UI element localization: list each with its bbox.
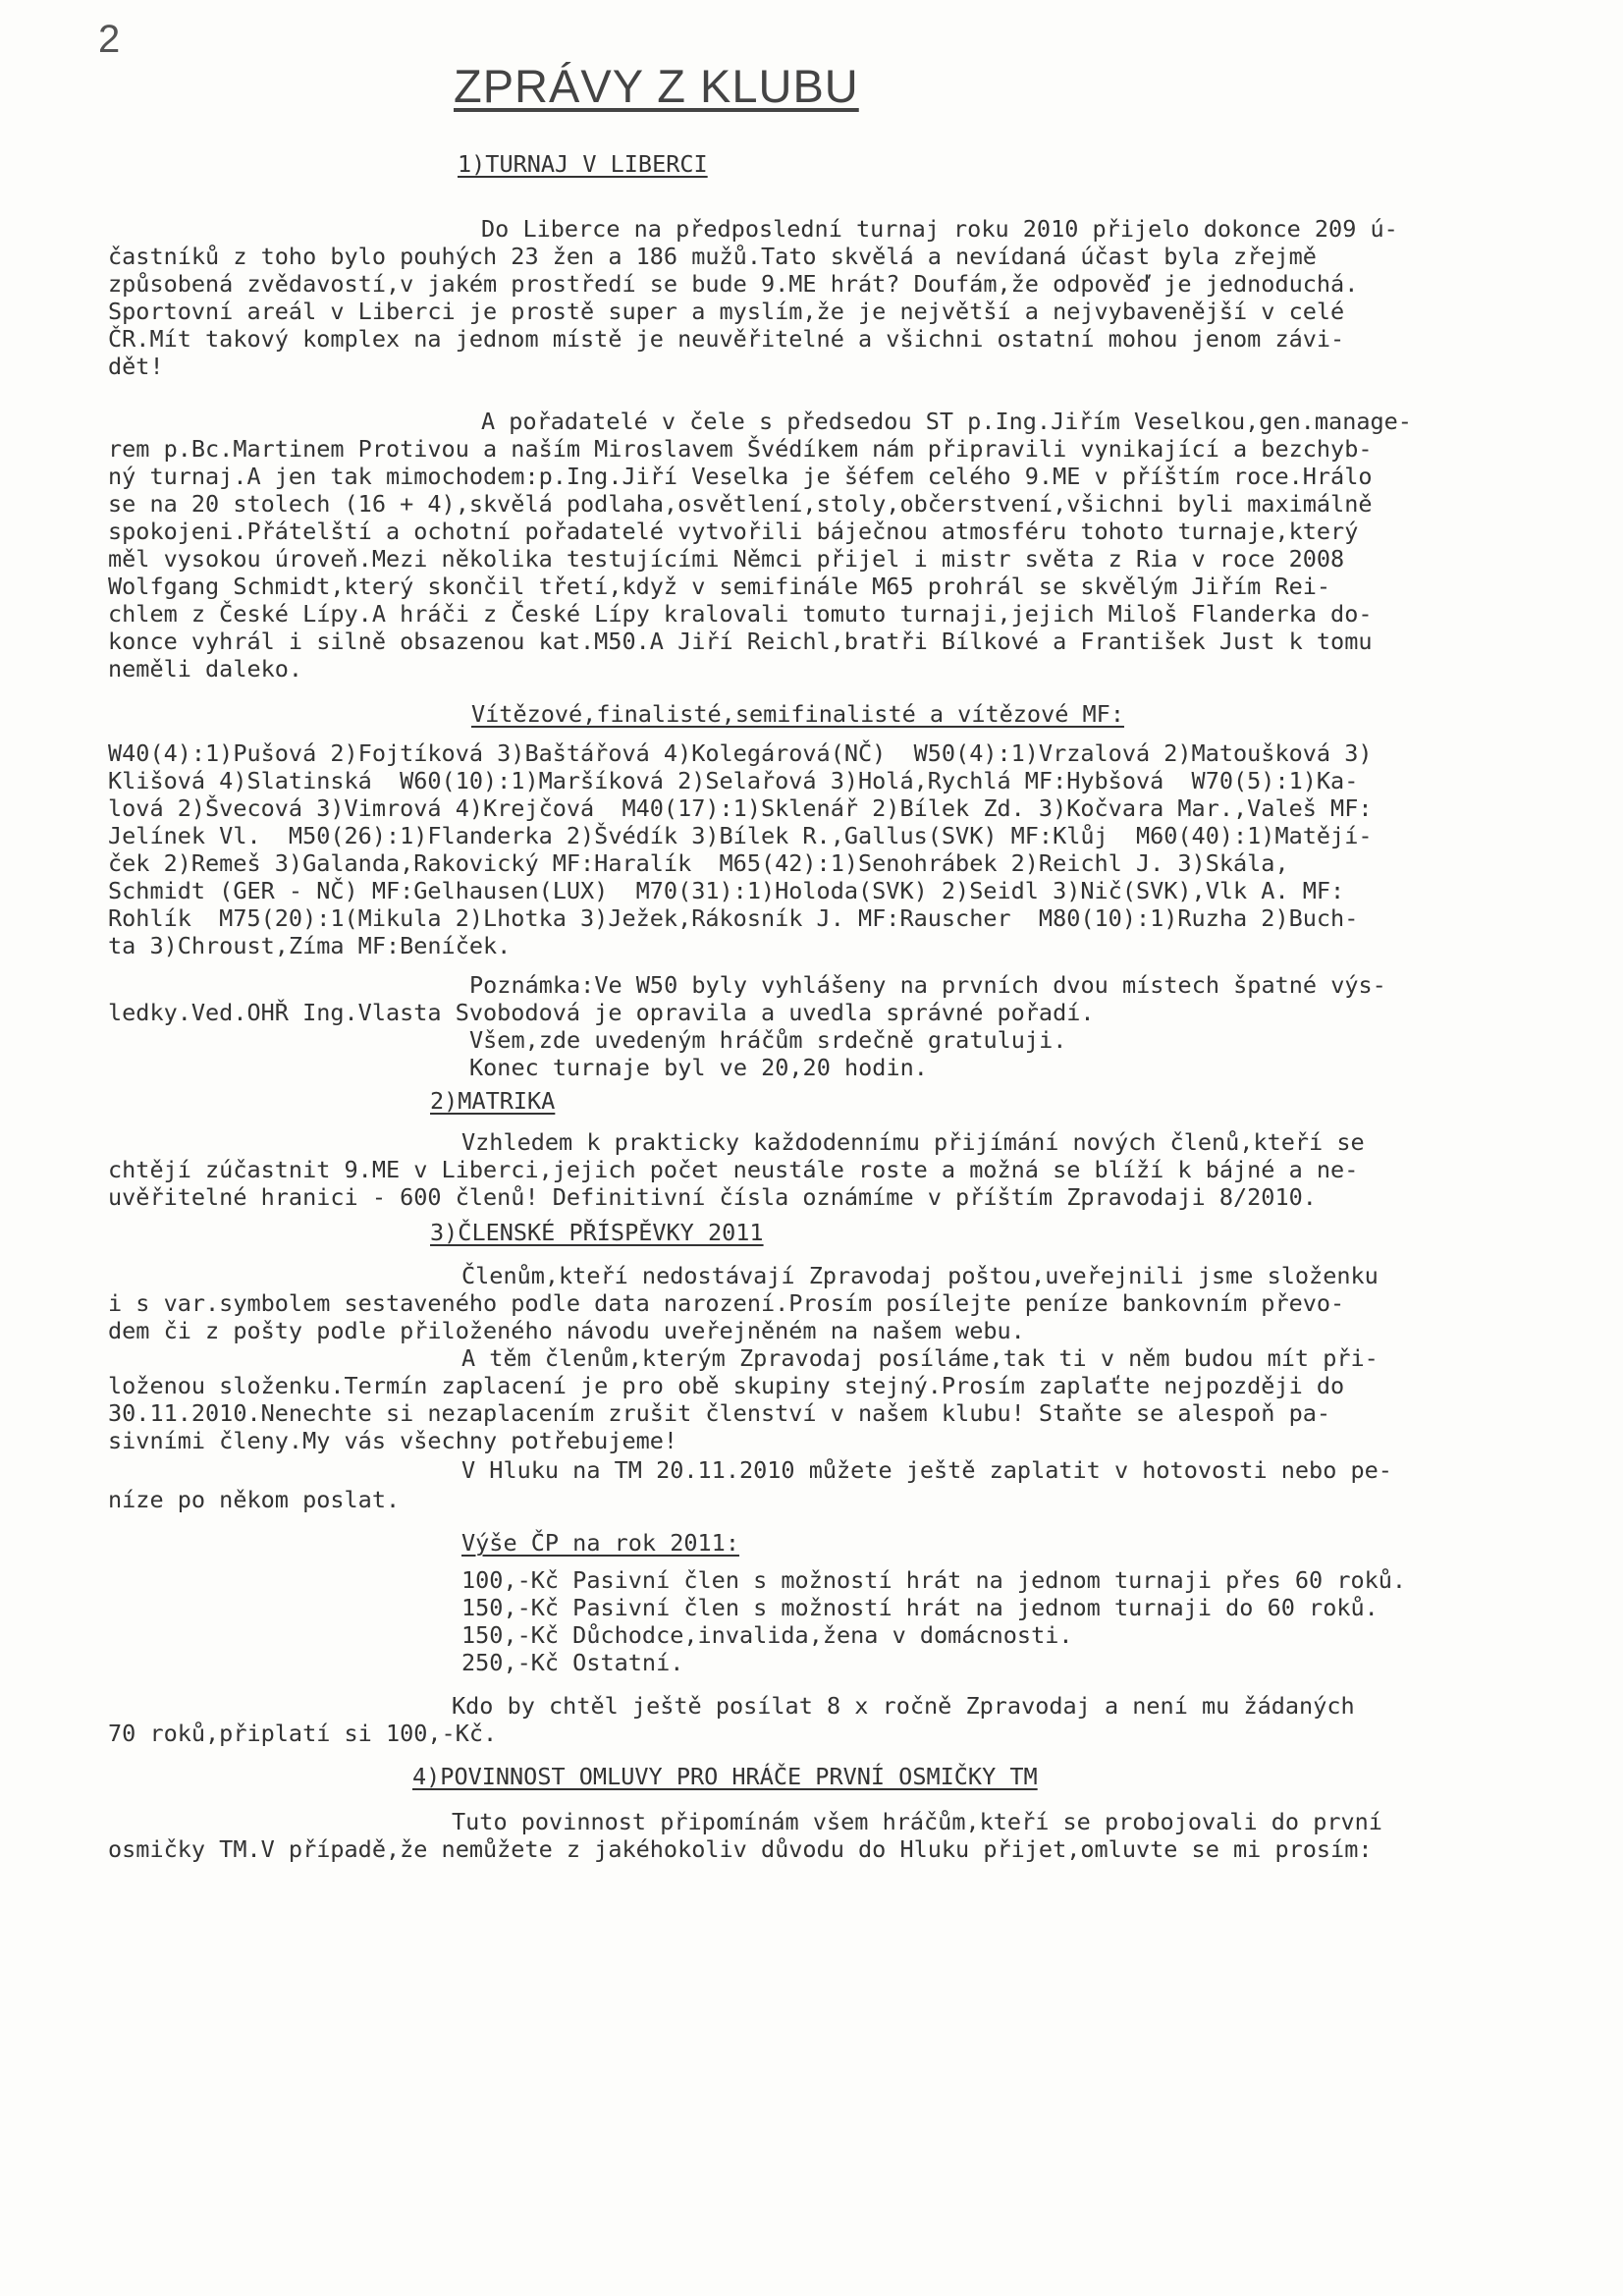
paragraph-line: A těm členům,kterým Zpravodaj posíláme,tak ti v něm budou mít při- bbox=[461, 1344, 1379, 1372]
paragraph-line: Do Liberce na předposlední turnaj roku 2010 přijelo dokonce 209 ú- bbox=[481, 215, 1398, 243]
paragraph-line: konce vyhrál i silně obsazenou kat.M50.A Jiří Reichl,bratři Bílkové a František Just k tomu bbox=[108, 628, 1373, 655]
paragraph-line: Členům,kteří nedostávají Zpravodaj poštou,uveřejnili jsme složenku bbox=[461, 1262, 1379, 1289]
page-number: 2 bbox=[98, 18, 121, 61]
paragraph-line: 30.11.2010.Nenechte si nezaplacením zrušit členství v našem klubu! Staňte se alespoň pa- bbox=[108, 1399, 1331, 1427]
paragraph-line: neměli daleko. bbox=[108, 655, 303, 683]
paragraph-line: osmičky TM.V případě,že nemůžete z jakéhokoliv důvodu do Hluku přijet,omluvte se mi prosím: bbox=[108, 1835, 1373, 1863]
paragraph-line: dem či z pošty podle přiloženého návodu uveřejněném na našem webu. bbox=[108, 1317, 1025, 1344]
paragraph-line: dět! bbox=[108, 353, 164, 380]
section-heading-povinnost: 4)POVINNOST OMLUVY PRO HRÁČE PRVNÍ OSMIČKY TM bbox=[412, 1763, 1038, 1790]
results-line: Jelínek Vl. M50(26):1)Flanderka 2)Švédík 3)Bílek R.,Gallus(SVK) MF:Klůj M60(40):1)Matějí- bbox=[108, 822, 1373, 849]
paragraph-line: měl vysokou úroveň.Mezi několika testujícími Němci přijel i mistr světa z Ria v roce 2008 bbox=[108, 545, 1345, 573]
paragraph-line: 70 roků,připlatí si 100,-Kč. bbox=[108, 1720, 498, 1747]
paragraph-line: chlem z České Lípy.A hráči z České Lípy kralovali tomuto turnaji,jejich Miloš Flanderka do- bbox=[108, 600, 1373, 628]
paragraph-line: ný turnaj.A jen tak mimochodem:p.Ing.Jiří Veselka je šéfem celého 9.ME v příštím roce.Hrálo bbox=[108, 463, 1373, 490]
results-line: ta 3)Chroust,Zíma MF:Beníček. bbox=[108, 932, 512, 959]
page-title: ZPRÁVY Z KLUBU bbox=[454, 60, 859, 112]
paragraph-line: se na 20 stolech (16 + 4),skvělá podlaha,osvětlení,stoly,občerstvení,všichni byli maximálně bbox=[108, 490, 1373, 518]
paragraph-line: A pořadatelé v čele s předsedou ST p.Ing.Jiřím Veselkou,gen.manage- bbox=[481, 408, 1412, 435]
results-line: Klišová 4)Slatinská W60(10):1)Maršíková 2)Selařová 3)Holá,Rychlá MF:Hybšová W70(5):1)Ka- bbox=[108, 767, 1359, 794]
paragraph-line: Kdo by chtěl ještě posílat 8 x ročně Zpravodaj a není mu žádaných bbox=[452, 1692, 1355, 1720]
results-line: W40(4):1)Pušová 2)Fojtíková 3)Baštářová 4)Kolegárová(NČ) W50(4):1)Vrzalová 2)Matoušková 3) bbox=[108, 739, 1373, 767]
note-line: ledky.Ved.OHŘ Ing.Vlasta Svobodová je opravila a uvedla správné pořadí. bbox=[108, 999, 1095, 1026]
paragraph-line: způsobená zvědavostí,v jakém prostředí se bude 9.ME hrát? Doufám,že odpověď je jednoduchá. bbox=[108, 270, 1359, 298]
congrats-line: Všem,zde uvedeným hráčům srdečně gratuluji. bbox=[469, 1026, 1067, 1054]
paragraph-line: rem p.Bc.Martinem Protivou a naším Miroslavem Švédíkem nám připravili vynikající a bezchyb- bbox=[108, 435, 1373, 463]
paragraph-line: Tuto povinnost připomínám všem hráčům,kteří se probojovali do první bbox=[452, 1808, 1382, 1835]
paragraph-line: loženou složenku.Termín zaplacení je pro obě skupiny stejný.Prosím zaplaťte nejpozději do bbox=[108, 1372, 1345, 1399]
paragraph-line: níze po někom poslat. bbox=[108, 1486, 401, 1513]
paragraph-line: chtějí zúčastnit 9.ME v Liberci,jejich počet neustále roste a možná se blíží k bájné a ne- bbox=[108, 1156, 1359, 1183]
section-heading-matrika: 2)MATRIKA bbox=[430, 1087, 556, 1115]
paragraph-line: V Hluku na TM 20.11.2010 můžete ještě zaplatit v hotovosti nebo pe- bbox=[461, 1456, 1392, 1484]
results-line: lová 2)Švecová 3)Vimrová 4)Krejčová M40(17):1)Sklenář 2)Bílek Zd. 3)Kočvara Mar.,Valeš MF: bbox=[108, 794, 1373, 822]
results-line: ček 2)Remeš 3)Galanda,Rakovický MF:Haralík M65(42):1)Senohrábek 2)Reichl J. 3)Skála, bbox=[108, 849, 1289, 877]
fees-heading: Výše ČP na rok 2011: bbox=[461, 1529, 739, 1557]
paragraph-line: ČR.Mít takový komplex na jednom místě je neuvěřitelné a všichni ostatní mohou jenom závi- bbox=[108, 325, 1345, 353]
fee-item: 150,-Kč Pasivní člen s možností hrát na jednom turnaji do 60 roků. bbox=[461, 1594, 1379, 1621]
paragraph-line: Wolfgang Schmidt,který skončil třetí,když v semifinále M65 prohrál se skvělým Jiřím Rei- bbox=[108, 573, 1331, 600]
paragraph-line: uvěřitelné hranici - 600 členů! Definitivní čísla oznámíme v příštím Zpravodaji 8/2010. bbox=[108, 1183, 1317, 1211]
paragraph-line: sivními členy.My vás všechny potřebujeme! bbox=[108, 1427, 678, 1454]
paragraph-line: spokojeni.Přátelští a ochotní pořadatelé vytvořili báječnou atmosféru tohoto turnaje,který bbox=[108, 518, 1359, 545]
fee-item: 100,-Kč Pasivní člen s možností hrát na jednom turnaji přes 60 roků. bbox=[461, 1566, 1407, 1594]
paragraph-line: Vzhledem k prakticky každodennímu přijímání nových členů,kteří se bbox=[461, 1128, 1365, 1156]
end-time-line: Konec turnaje byl ve 20,20 hodin. bbox=[469, 1054, 928, 1081]
section-heading-turnaj: 1)TURNAJ V LIBERCI bbox=[458, 150, 708, 178]
results-line: Schmidt (GER - NČ) MF:Gelhausen(LUX) M70(31):1)Holoda(SVK) 2)Seidl 3)Nič(SVK),Vlk A. MF: bbox=[108, 877, 1345, 904]
fee-item: 150,-Kč Důchodce,invalida,žena v domácnosti. bbox=[461, 1621, 1073, 1649]
results-heading: Vítězové,finalisté,semifinalisté a vítězové MF: bbox=[471, 700, 1124, 728]
fee-item: 250,-Kč Ostatní. bbox=[461, 1649, 684, 1676]
paragraph-line: i s var.symbolem sestaveného podle data narození.Prosím posílejte peníze bankovním převo- bbox=[108, 1289, 1345, 1317]
paragraph-line: Sportovní areál v Liberci je prostě super a myslím,že je největší a nejvybavenější v celé bbox=[108, 298, 1345, 325]
section-heading-prispevky: 3)ČLENSKÉ PŘÍSPĚVKY 2011 bbox=[430, 1219, 764, 1246]
results-line: Rohlík M75(20):1(Mikula 2)Lhotka 3)Ježek,Rákosník J. MF:Rauscher M80(10):1)Ruzha 2)Buch- bbox=[108, 904, 1359, 932]
paragraph-line: častníků z toho bylo pouhých 23 žen a 186 mužů.Tato skvělá a nevídaná účast byla zřejmě bbox=[108, 243, 1317, 270]
note-line: Poznámka:Ve W50 byly vyhlášeny na prvních dvou místech špatné výs- bbox=[469, 971, 1386, 999]
